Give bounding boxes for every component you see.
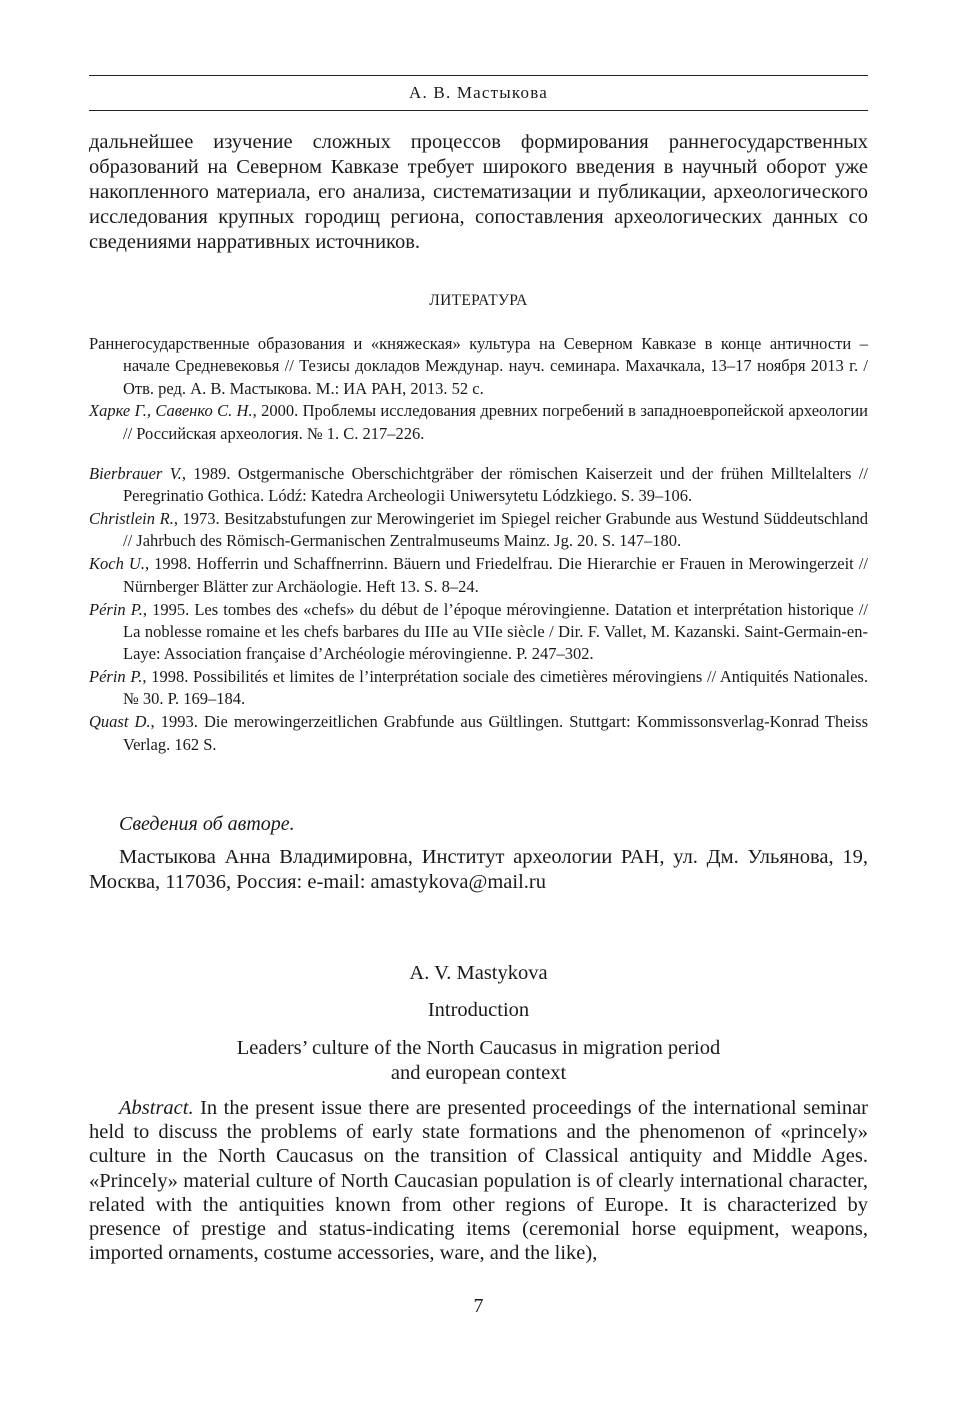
author-info-label: Сведения об авторе. bbox=[119, 813, 295, 835]
references-list-lat bbox=[89, 463, 868, 756]
lead-paragraph: дальнейшее изучение сложных процессов формирования раннегосударственных образований на Северном Кавказе требует широкого введения в научный оборот уже накопленного материала, его анализа, систематизации и публикации, археологического исследования крупных городищ региона, сопоставления археологических данных со сведениями нарративных источников. bbox=[89, 131, 868, 253]
abstract-text: In the present issue there are presented proceedings of the international seminar held to discuss the problems of early state formations and the phenomenon of «princely» culture in the North Caucasus on the transition of Classical antiquity and Middle Ages. «Princely» material culture of North Caucasian population is of clearly international character, related with the antiquities known from other regions of Europe. It is characterized by presence of prestige and status-indicating items (ceremonial horse equipment, weapons, imported ornaments, costume accessories, ware, and the like), bbox=[89, 1097, 868, 1265]
reference-item bbox=[89, 711, 868, 756]
references-list-ru bbox=[89, 333, 868, 446]
page-number: 7 bbox=[473, 1295, 484, 1317]
reference-text: , 1998. Hofferrin und Schaffnerrinn. Bäuern und Friedelfrau. Die Hierarchie er Frauen in Merowingerzeit // Nürnberger Blätter zur Archäologie. Heft 13. S. 8–24. bbox=[123, 554, 868, 596]
english-article-title bbox=[89, 1036, 868, 1086]
running-head: А. В. Мастыкова bbox=[89, 75, 868, 111]
reference-item bbox=[89, 463, 868, 508]
english-title-line-2: and european context bbox=[390, 1062, 567, 1084]
reference-text: , 1973. Besitzabstufungen zur Merowingeriet im Spiegel reicher Grabunde aus Westund Süddeutschland // Jahrbuch des Römisch-Germanischen Zentralmuseums Mainz. Jg. 20. S. 147–180. bbox=[123, 509, 868, 551]
english-section-title: Introduction bbox=[427, 999, 530, 1021]
reference-item bbox=[89, 599, 868, 666]
reference-author: Bierbrauer V. bbox=[89, 464, 182, 483]
reference-author: Périn P. bbox=[89, 667, 143, 687]
reference-text: , 1989. Ostgermanische Oberschichtgräber der römischen Kaiserzeit und der frühen Milltelalters // Peregrinatio Gothica. Lódź: Katedra Archeologii Uniwersytetu Lódzkiego. S. 39–106. bbox=[123, 464, 869, 506]
reference-item bbox=[89, 333, 868, 400]
abstract bbox=[89, 1096, 868, 1265]
reference-text: , 2000. Проблемы исследования древних погребений в западноевропейской археологии // Российская археология. № 1. С. 217–226. bbox=[123, 401, 868, 443]
reference-author: Харке Г., Савенко С. Н. bbox=[89, 401, 253, 421]
reference-item bbox=[89, 553, 868, 598]
reference-text: , 1993. Die merowingerzeitlichen Grabfunde aus Gültlingen. Stuttgart: Kommissonsverlag-Konrad Theiss Verlag. 162 S. bbox=[123, 712, 868, 754]
abstract-label: Abstract. bbox=[119, 1097, 194, 1119]
reference-author: Quast D. bbox=[89, 712, 151, 732]
author-info-text: Мастыкова Анна Владимировна, Институт археологии РАН, ул. Дм. Ульянова, 19, Москва, 117036, Россия: e-mail: amastykova@mail.ru bbox=[89, 846, 868, 893]
english-title-line-1: Leaders’ culture of the North Caucasus in migration period bbox=[236, 1037, 721, 1059]
reference-text: Раннегосударственные образования и «княжеская» культура на Северном Кавказе в конце античности – начале Средневековья // Тезисы докладов Междунар. науч. семинара. Махачкала, 13–17 ноября 2013 г. / Отв. ред. А. В. Мастыкова. М.: ИА РАН, 2013. 52 с. bbox=[89, 334, 868, 398]
reference-text: , 1998. Possibilités et limites de l’interprétation sociale des cimetières mérovingiens // Antiquités Nationales. № 30. P. 169–184. bbox=[123, 667, 868, 709]
reference-text: , 1995. Les tombes des «chefs» du début de l’époque mérovingienne. Datation et interprétation historique // La noblesse romaine et les chefs barbares du IIIe au VIIe siècle / Dir. F. Vallet, M. Kazanski. Saint-Germain-en-Laye: Association française d’Archéologie mérovingienne. P. 247–302. bbox=[123, 599, 868, 664]
reference-author: Koch U. bbox=[89, 554, 145, 574]
reference-item bbox=[89, 508, 868, 553]
reference-author: Périn P. bbox=[89, 599, 143, 619]
english-author: A. V. Mastykova bbox=[409, 962, 548, 984]
reference-item bbox=[89, 666, 868, 711]
reference-item bbox=[89, 400, 868, 445]
reference-author: Christlein R. bbox=[89, 509, 174, 529]
references-heading: ЛИТЕРАТУРА bbox=[429, 292, 528, 309]
